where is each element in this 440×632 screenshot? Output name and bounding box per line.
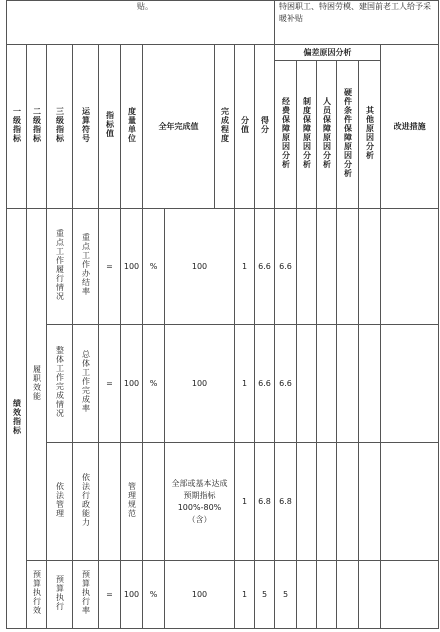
degree-cell: 1 — [235, 325, 255, 443]
level2-cell: 重点工作履行情况 — [47, 209, 73, 325]
top-right-note: 特困职工、特困劳模、建国前老工人给予采暖补贴 — [279, 2, 432, 23]
annual-cell: 100 — [165, 561, 235, 629]
header-improve: 改进措施 — [381, 45, 439, 209]
dev-cell — [317, 561, 337, 629]
group-cell-2: 预算执行效 — [27, 561, 47, 629]
header-annual: 全年完成值 — [143, 45, 215, 209]
level3-cell: 预算执行率 — [73, 561, 99, 629]
top-left-cell — [7, 1, 275, 45]
level3-cell: 总体工作完成率 — [73, 325, 99, 443]
unit-cell: % — [143, 561, 165, 629]
header-row-1 — [7, 45, 439, 61]
table-row — [7, 325, 439, 443]
target-cell: 100 — [121, 209, 143, 325]
annual-cell: 全部或基本达成预期指标100%-80%（含） — [165, 443, 235, 561]
dev-cell — [317, 209, 337, 325]
header-level3: 三级指标 — [47, 45, 73, 209]
top-row — [7, 1, 439, 45]
score-cell: 6.6 — [275, 325, 297, 443]
level2-cell: 依法管理 — [47, 443, 73, 561]
op-cell — [99, 443, 121, 561]
level2-cell: 预算执行 — [47, 561, 73, 629]
header-level2: 二级指标 — [27, 45, 47, 209]
target-cell: 100 — [121, 325, 143, 443]
value-cell: 5 — [255, 561, 275, 629]
table-row — [7, 209, 439, 325]
header-score: 得分 — [255, 45, 275, 209]
dev-cell — [359, 325, 381, 443]
dev-cell — [359, 443, 381, 561]
annual-cell: 100 — [165, 325, 235, 443]
target-cell: 100 — [121, 561, 143, 629]
dev-cell — [297, 325, 317, 443]
score-cell: 6.6 — [275, 209, 297, 325]
header-score-value: 分值 — [235, 45, 255, 209]
degree-cell: 1 — [235, 443, 255, 561]
header-dev-hardware: 硬件条件保障原因分析 — [337, 61, 359, 209]
group-cell-1: 履职效能 — [27, 209, 47, 561]
degree-cell: 1 — [235, 561, 255, 629]
dev-cell — [337, 443, 359, 561]
op-cell: = — [99, 209, 121, 325]
unit-cell — [143, 443, 165, 561]
header-unit: 度量单位 — [121, 45, 143, 209]
dev-cell — [337, 561, 359, 629]
value-cell: 6.6 — [255, 325, 275, 443]
dev-cell — [317, 443, 337, 561]
op-cell: = — [99, 561, 121, 629]
level2-cell: 整体工作完成情况 — [47, 325, 73, 443]
dev-cell — [297, 209, 317, 325]
dev-cell — [317, 325, 337, 443]
dev-cell — [381, 209, 439, 325]
target-cell: 管理规范 — [121, 443, 143, 561]
value-cell: 6.6 — [255, 209, 275, 325]
table-row — [7, 443, 439, 561]
score-cell: 5 — [275, 561, 297, 629]
header-op: 运算符号 — [73, 45, 99, 209]
header-dev-funding: 经费保障原因分析 — [275, 61, 297, 209]
header-deviation-group: 偏差原因分析 — [275, 45, 381, 61]
top-left-fragment: 贴。 — [137, 2, 153, 11]
unit-cell: % — [143, 209, 165, 325]
dev-cell — [381, 443, 439, 561]
header-dev-system: 制度保障原因分析 — [297, 61, 317, 209]
top-right-note-cell — [275, 1, 439, 45]
level3-cell: 依法行政能力 — [73, 443, 99, 561]
dev-cell — [359, 209, 381, 325]
dev-cell — [381, 561, 439, 629]
score-cell: 6.8 — [275, 443, 297, 561]
dev-cell — [297, 443, 317, 561]
level3-cell: 重点工作办结率 — [73, 209, 99, 325]
dev-cell — [359, 561, 381, 629]
header-degree: 完成程度 — [215, 45, 235, 209]
unit-cell: % — [143, 325, 165, 443]
value-cell: 6.8 — [255, 443, 275, 561]
op-cell: = — [99, 325, 121, 443]
annual-cell: 100 — [165, 209, 235, 325]
header-dev-other: 其他原因分析 — [359, 61, 381, 209]
degree-cell: 1 — [235, 209, 255, 325]
level1-cell: 绩效指标 — [7, 209, 27, 629]
dev-cell — [337, 325, 359, 443]
dev-cell — [337, 209, 359, 325]
header-level1: 一级指标 — [7, 45, 27, 209]
performance-table — [6, 0, 439, 629]
header-target: 指标值 — [99, 45, 121, 209]
dev-cell — [297, 561, 317, 629]
dev-cell — [381, 325, 439, 443]
table-row — [7, 561, 439, 629]
header-dev-staff: 人员保障原因分析 — [317, 61, 337, 209]
